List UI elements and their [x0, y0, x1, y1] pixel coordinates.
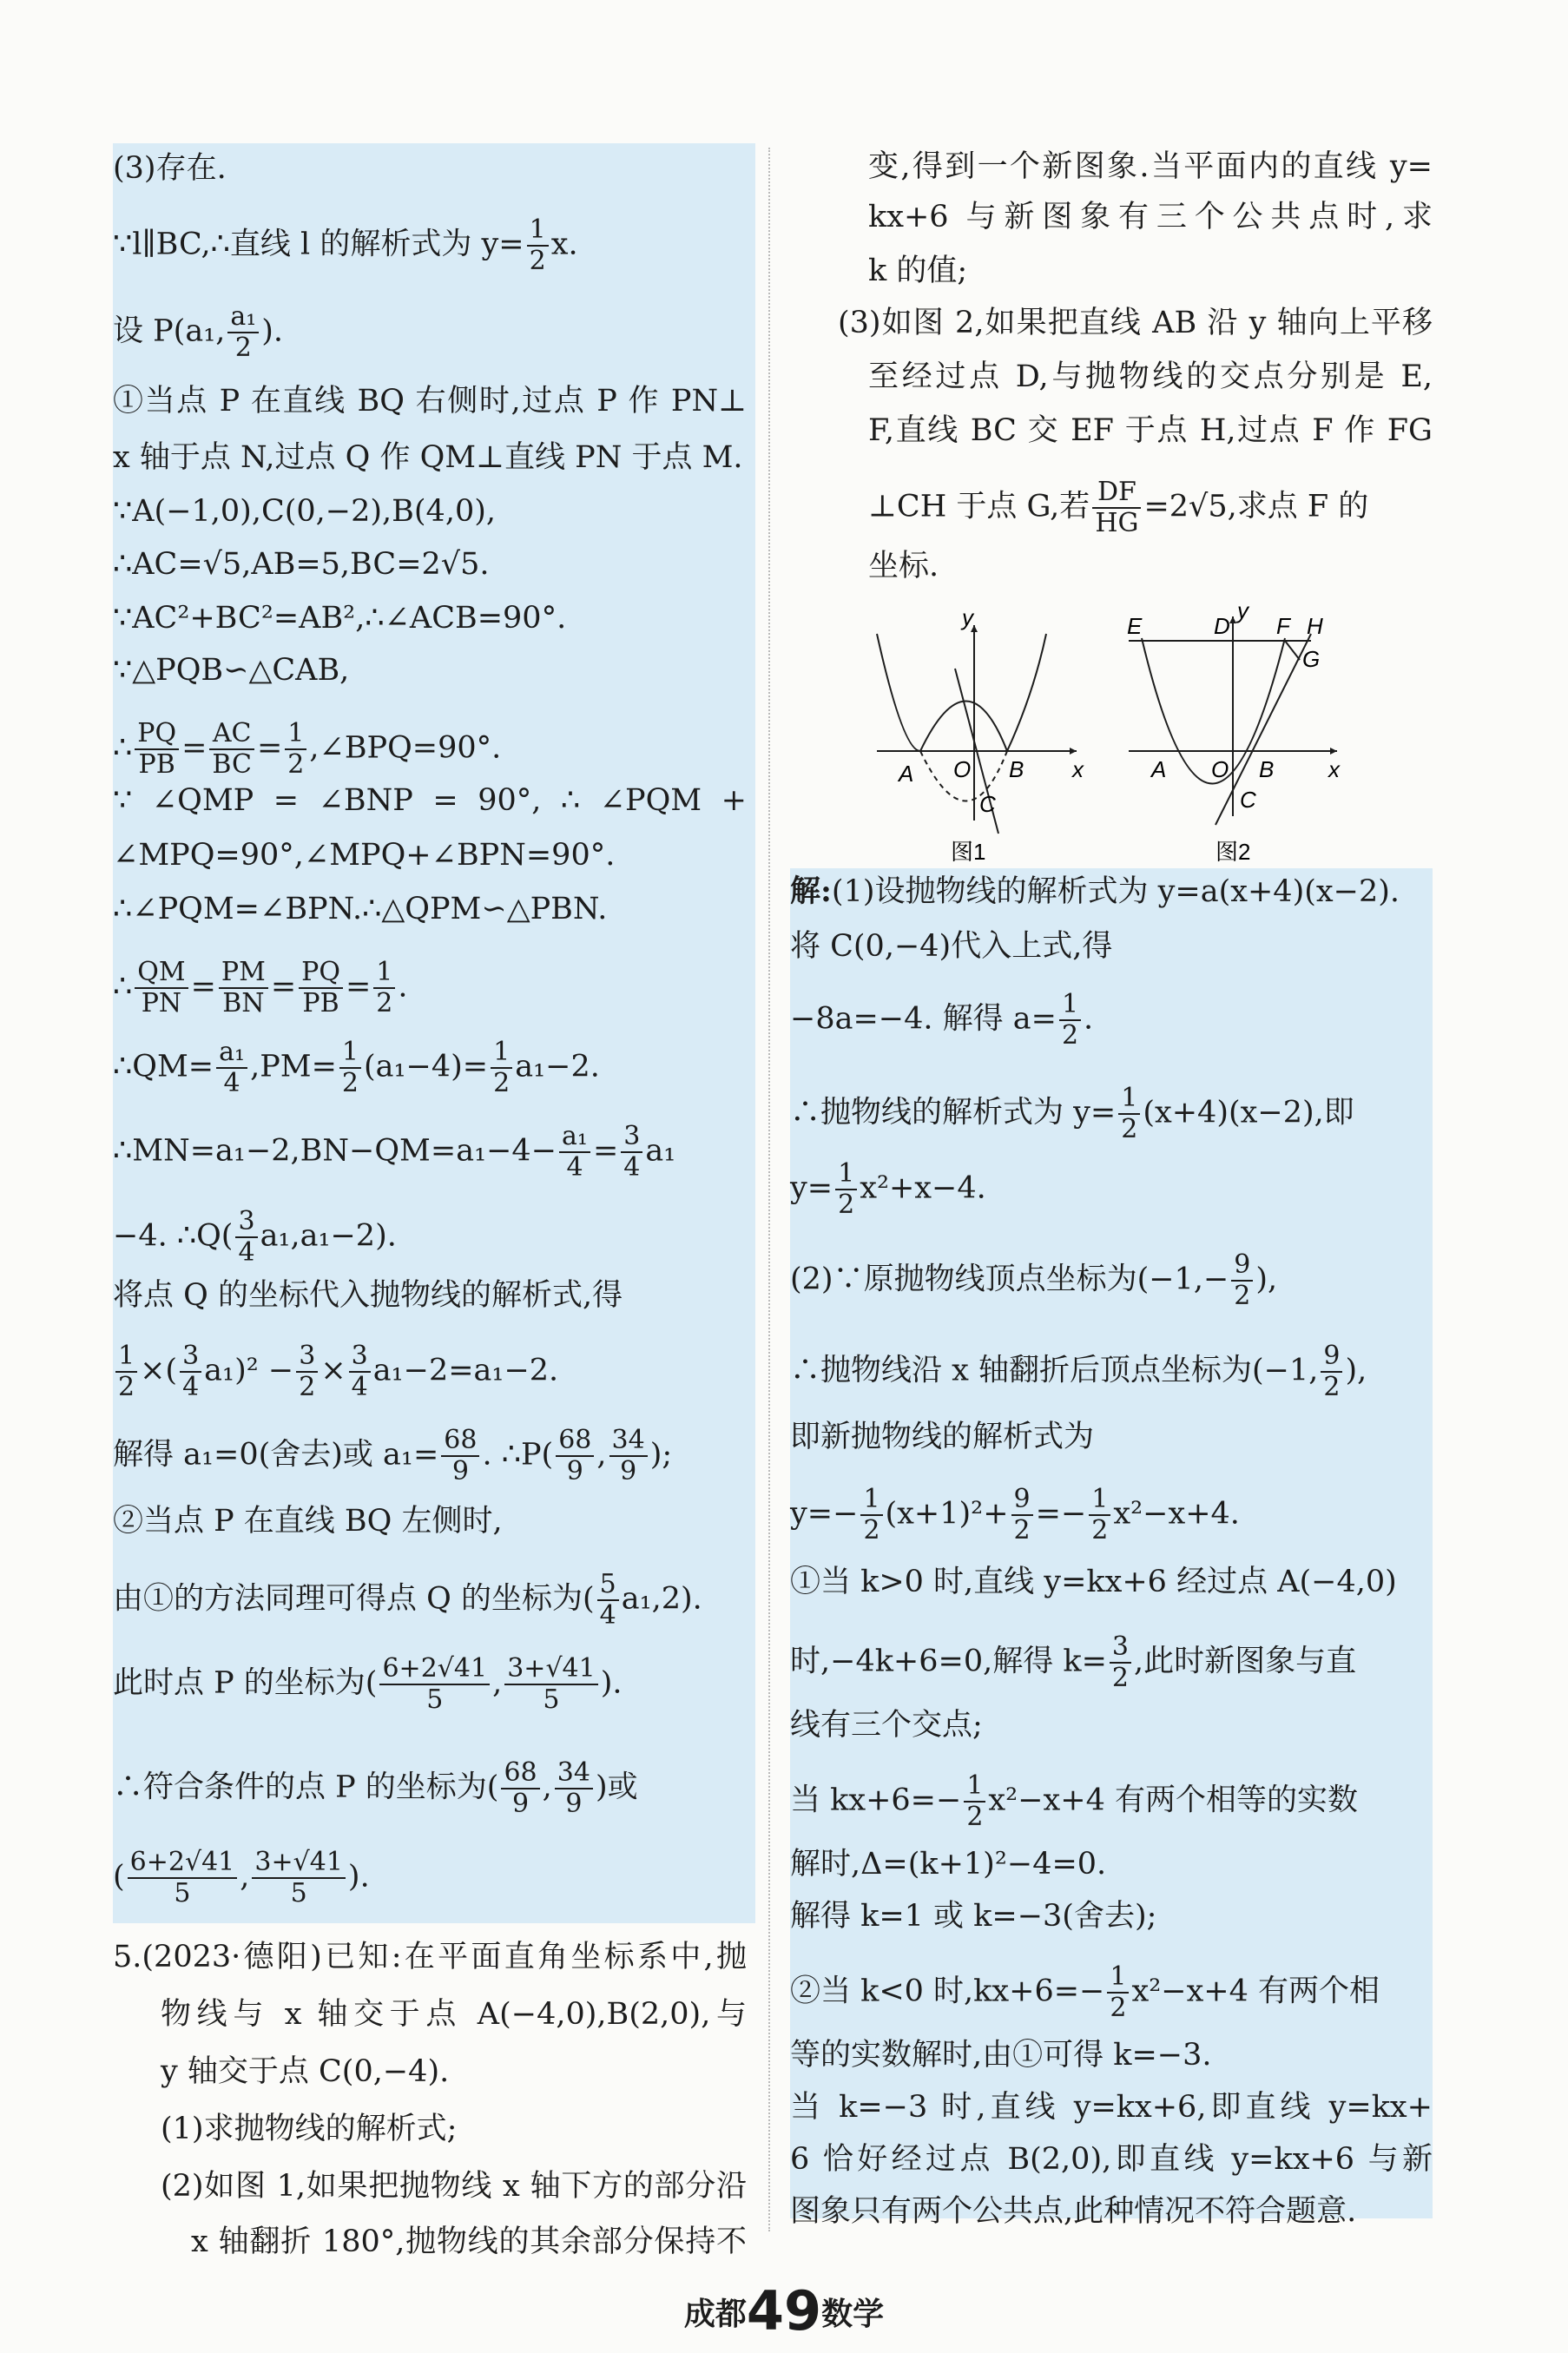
fig2-g-label: G	[1302, 646, 1321, 672]
left-line: ∠MPQ=90°,∠MPQ+∠BPN=90°.	[113, 838, 616, 873]
y-axis-arrow-icon	[1229, 616, 1236, 623]
solution-line: 即新抛物线的解析式为	[790, 1420, 1095, 1454]
x-axis-arrow-icon	[1070, 748, 1077, 755]
fraction: $\frac{34}{9}$	[555, 1758, 593, 1819]
fraction: $\frac{\text{a₁}}{4}$	[216, 1038, 247, 1098]
fraction: $\frac{9}{2}$	[1011, 1485, 1033, 1546]
left-line: ∴∠PQM=∠BPN.∴△QPM∽△PBN.	[113, 892, 608, 926]
parabola-right-branch	[1007, 634, 1046, 751]
fraction: $\frac{QM}{PN}$	[135, 958, 188, 1018]
solution-line: −8a=−4. 解得 a= $\frac{1}{2}$ .	[790, 989, 1094, 1051]
left-line: ∵ ∠QMP = ∠BNP = 90°, ∴ ∠PQM +	[113, 783, 747, 818]
page-number: 49	[746, 2279, 822, 2343]
left-line: ∴AC=√5,AB=5,BC=2√5.	[113, 547, 490, 582]
left-line: $\frac{1}{2}$ ×( $\frac{3}{4}$ a₁)² − $\frac{3}{2}$ × $\frac{3}{4}$ a₁−2=a₁−2.	[113, 1341, 747, 1402]
figures	[868, 599, 1372, 873]
fraction: $\frac{9}{2}$	[1321, 1341, 1342, 1402]
fig2-caption: 图2	[1216, 839, 1251, 865]
solution-line: 将 C(0,−4)代入上式,得	[790, 929, 1113, 964]
left-line: ∵AC²+BC²=AB²,∴∠ACB=90°.	[113, 601, 567, 636]
question-line: k 的值;	[868, 254, 968, 288]
fig2-c-label: C	[1240, 787, 1256, 813]
solution-line: (2)∵原抛物线顶点坐标为(−1,− $\frac{9}{2}$ ),	[790, 1249, 1278, 1311]
solution-line: ①当 k>0 时,直线 y=kx+6 经过点 A(−4,0)	[790, 1565, 1397, 1599]
question-line: (2)如图 1,如果把抛物线 x 轴下方的部分沿	[161, 2169, 747, 2204]
fraction: $\frac{\text{a₁}}{2}$	[227, 302, 259, 363]
fig2-o-label: O	[1211, 756, 1229, 782]
fraction: $\frac{1}{2}$	[964, 1771, 985, 1832]
left-line: 此时点 P 的坐标为( $\frac{6+2√41}{5}$ , $\frac{3+√41}{5}$ ).	[113, 1653, 623, 1715]
fraction: $\frac{1}{2}$	[1059, 990, 1081, 1051]
question-line: 坐标.	[868, 549, 939, 583]
fraction: $\frac{1}{2}$	[860, 1485, 882, 1546]
fraction: $\frac{3+√41}{5}$	[252, 1848, 346, 1908]
question-line: y 轴交于点 C(0,−4).	[161, 2054, 450, 2089]
fraction: $\frac{68}{9}$	[441, 1426, 479, 1486]
fraction: $\frac{5}{4}$	[597, 1570, 619, 1631]
question-line: 物线与 x 轴交于点 A(−4,0),B(2,0),与	[161, 1997, 747, 2032]
fraction: $\frac{AC}{BC}$	[209, 719, 254, 780]
fraction: $\frac{3}{4}$	[235, 1207, 257, 1268]
fig2-b-label: B	[1259, 756, 1275, 782]
fraction: $\frac{3}{4}$	[180, 1341, 201, 1402]
left-line: ( $\frac{6+2√41}{5}$ , $\frac{3+√41}{5}$ ).	[113, 1847, 370, 1908]
left-line: ∵A(−1,0),C(0,−2),B(4,0),	[113, 494, 496, 529]
fraction: $\frac{1}{2}$	[373, 958, 395, 1018]
left-line: ∴符合条件的点 P 的坐标为( $\frac{68}{9}$ , $\frac{34}{9}$ )或	[113, 1757, 638, 1819]
fraction: $\frac{6+2√41}{5}$	[379, 1654, 490, 1715]
fraction: $\frac{\text{a₁}}{4}$	[559, 1122, 590, 1183]
fig2-a-label: A	[1151, 756, 1167, 782]
question-line: x 轴翻折 180°,抛物线的其余部分保持不	[191, 2224, 747, 2259]
parabola-left-branch	[877, 634, 920, 751]
fraction: $\frac{34}{9}$	[609, 1426, 648, 1486]
fraction: $\frac{1}{2}$	[1107, 1962, 1129, 2023]
solution-line: 图象只有两个公共点,此种情况不符合题意.	[790, 2194, 1357, 2229]
question-line: F,直线 BC 交 EF 于点 H,过点 F 作 FG	[868, 413, 1433, 448]
fig2-d-label: D	[1214, 613, 1230, 639]
fig1-caption: 图1	[951, 839, 986, 865]
solution-line: 线有三个交点;	[790, 1708, 983, 1743]
fraction: $\frac{1}{2}$	[1118, 1084, 1140, 1144]
fig2-x-label: x	[1328, 756, 1340, 782]
left-line: ①当点 P 在直线 BQ 右侧时,过点 P 作 PN⊥	[113, 384, 747, 419]
question-line: 变,得到一个新图象.当平面内的直线 y=	[868, 149, 1433, 184]
left-line: −4. ∴Q( $\frac{3}{4}$ a₁,a₁−2).	[113, 1206, 397, 1268]
solution-line: y=− $\frac{1}{2}$ (x+1)²+ $\frac{9}{2}$ =− $\frac{1}{2}$ x²−x+4.	[790, 1484, 1240, 1546]
line-bc	[1216, 634, 1311, 825]
fig2-h-label: H	[1307, 613, 1323, 639]
solution-line: y= $\frac{1}{2}$ x²+x−4.	[790, 1158, 986, 1220]
left-line: ∴ $\frac{QM}{PN}$ = $\frac{PM}{BN}$ = $\frac{PQ}{PB}$ = $\frac{1}{2}$ .	[113, 957, 408, 1018]
left-line: ∵l∥BC,∴直线 l 的解析式为 y= $\frac{1}{2}$ x.	[113, 214, 578, 276]
left-line: ∴ $\frac{PQ}{PB}$ = $\frac{AC}{BC}$ = $\frac{1}{2}$ ,∠BPQ=90°.	[113, 718, 502, 780]
fraction: $\frac{9}{2}$	[1231, 1250, 1253, 1311]
column-divider	[768, 148, 770, 2231]
fig2-e-label: E	[1127, 613, 1143, 639]
solution-line: 解得 k=1 或 k=−3(舍去);	[790, 1899, 1157, 1934]
fig2-f-label: F	[1276, 613, 1290, 639]
fraction: $\frac{1}{2}$	[285, 719, 306, 780]
question-line: (3)如图 2,如果把直线 AB 沿 y 轴向上平移	[838, 306, 1433, 340]
x-axis-arrow-icon	[1330, 748, 1337, 755]
solution-line: 解:(1)设抛物线的解析式为 y=a(x+4)(x−2).	[790, 873, 1400, 909]
left-line: ∴QM= $\frac{\text{a₁}}{4}$ ,PM= $\frac{1}{2}$ (a₁−4)= $\frac{1}{2}$ a₁−2.	[113, 1037, 600, 1098]
solution-line: 时,−4k+6=0,解得 k= $\frac{3}{2}$ ,此时新图象与直	[790, 1631, 1357, 1693]
left-line: x 轴于点 N,过点 Q 作 QM⊥直线 PN 于点 M.	[113, 440, 743, 475]
flipped-arc	[920, 702, 1007, 752]
left-line: ∴MN=a₁−2,BN−QM=a₁−4− $\frac{\text{a₁}}{4}$ = $\frac{3}{4}$ a₁	[113, 1121, 676, 1183]
fig1-b-label: B	[1009, 756, 1024, 782]
fraction: $\frac{PQ}{PB}$	[299, 958, 343, 1018]
figure-1	[877, 604, 1084, 865]
solution-line: ∴抛物线的解析式为 y= $\frac{1}{2}$ (x+4)(x−2),即	[790, 1083, 1354, 1144]
fig1-x-label: x	[1072, 756, 1084, 782]
question-line: kx+6 与新图象有三个公共点时,求	[868, 200, 1433, 234]
left-line: ②当点 P 在直线 BQ 左侧时,	[113, 1504, 503, 1539]
solution-line: 等的实数解时,由①可得 k=−3.	[790, 2038, 1212, 2073]
fraction: $\frac{1}{2}$	[527, 215, 549, 276]
footer-city: 成都	[683, 2297, 747, 2332]
fraction: $\frac{DF}{HG}$	[1092, 478, 1141, 538]
fraction: $\frac{1}{2}$	[491, 1038, 512, 1098]
page-footer	[0, 2279, 1568, 2343]
left-line: (3)存在.	[113, 151, 227, 186]
fraction: $\frac{3+√41}{5}$	[504, 1654, 598, 1715]
fraction: $\frac{68}{9}$	[556, 1426, 594, 1486]
fraction: $\frac{3}{4}$	[349, 1341, 371, 1402]
fraction: $\frac{PM}{BN}$	[219, 958, 268, 1018]
question-line: ⊥CH 于点 G,若 $\frac{DF}{HG}$ =2√5,求点 F 的	[868, 477, 1369, 538]
question-line: 至经过点 D,与抛物线的交点分别是 E,	[868, 359, 1433, 394]
fraction: $\frac{3}{4}$	[621, 1122, 642, 1183]
solution-line: 当 k=−3 时,直线 y=kx+6,即直线 y=kx+	[790, 2090, 1433, 2125]
fraction: $\frac{1}{2}$	[339, 1038, 361, 1098]
fraction: $\frac{1}{2}$	[115, 1341, 137, 1402]
fig1-o-label: O	[953, 756, 972, 782]
figure-2	[1127, 599, 1341, 865]
solution-line: ②当 k<0 时,kx+6=− $\frac{1}{2}$ x²−x+4 有两个相	[790, 1961, 1380, 2023]
solution-line: 当 kx+6=− $\frac{1}{2}$ x²−x+4 有两个相等的实数	[790, 1770, 1358, 1832]
left-line: 由①的方法同理可得点 Q 的坐标为( $\frac{5}{4}$ a₁,2).	[113, 1569, 702, 1631]
fig1-y-label: y	[962, 604, 973, 630]
fig2-y-label: y	[1237, 599, 1248, 623]
left-line: 解得 a₁=0(舍去)或 a₁= $\frac{68}{9}$ . ∴P( $\frac{68}{9}$ , $\frac{34}{9}$ );	[113, 1425, 673, 1486]
solution-line: 解时,Δ=(k+1)²−4=0.	[790, 1847, 1107, 1882]
fraction: $\frac{PQ}{PB}$	[135, 719, 179, 780]
fig1-c-label: C	[979, 791, 996, 817]
fraction: $\frac{1}{2}$	[835, 1159, 857, 1220]
left-line: 设 P(a₁, $\frac{\text{a₁}}{2}$ ).	[113, 301, 284, 363]
question-line: 5.(2023·德阳)已知:在平面直角坐标系中,抛	[113, 1940, 747, 1974]
fraction: $\frac{3}{2}$	[296, 1341, 318, 1402]
fraction: $\frac{68}{9}$	[501, 1758, 539, 1819]
solution-line: ∴抛物线沿 x 轴翻折后顶点坐标为(−1, $\frac{9}{2}$ ),	[790, 1341, 1367, 1402]
fig1-a-label: A	[899, 761, 914, 787]
footer-subject: 数学	[821, 2297, 885, 2332]
solution-line: 6 恰好经过点 B(2,0),即直线 y=kx+6 与新	[790, 2142, 1433, 2177]
fraction: $\frac{6+2√41}{5}$	[128, 1848, 238, 1908]
fraction: $\frac{1}{2}$	[1089, 1485, 1110, 1546]
fraction: $\frac{3}{2}$	[1110, 1632, 1131, 1693]
left-line: 将点 Q 的坐标代入抛物线的解析式,得	[113, 1278, 623, 1313]
left-line: ∵△PQB∽△CAB,	[113, 653, 350, 688]
line-fg	[1285, 641, 1300, 660]
question-line: (1)求抛物线的解析式;	[161, 2112, 458, 2146]
